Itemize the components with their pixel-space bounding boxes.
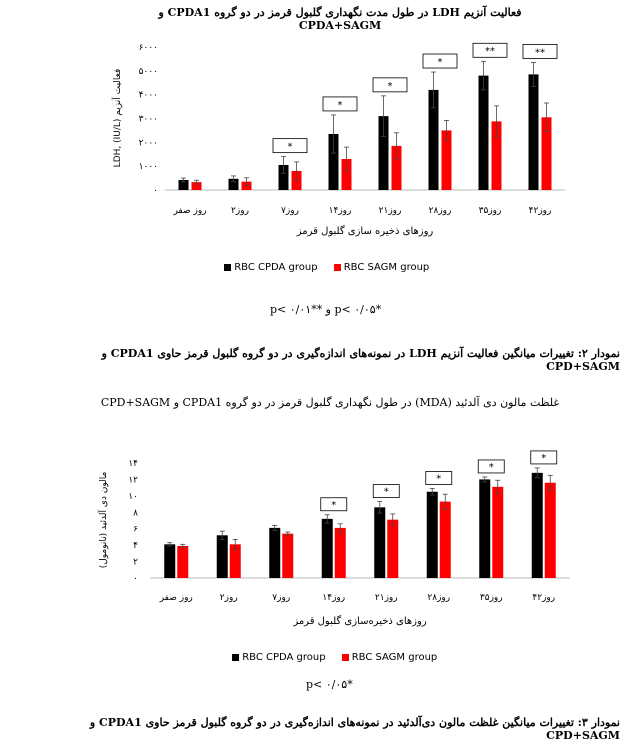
figure2-caption: نمودار ۲: تغییرات میانگین فعالیت آنزیم LDH در نمونه‌های اندازه‌گیری در دو گروه گلبول قرمز حاوی CPDA1 و CPD+SAGM — [101, 347, 620, 373]
x-axis-title: روزهای ذخیره سازی گلبول قرمز — [296, 226, 434, 237]
x-tick-label: روز۷ — [272, 593, 291, 603]
legend2-cpda-swatch — [232, 654, 239, 661]
bar-sagm — [177, 546, 188, 578]
x-tick-label: روز۲۱ — [378, 206, 402, 216]
x-tick-label: روز۲ — [219, 593, 238, 603]
x-tick-label: روز۲۱ — [374, 593, 398, 603]
x-tick-label: روز۴۲ — [532, 593, 556, 603]
legend-sagm-swatch — [334, 264, 341, 271]
bar-cpda — [322, 519, 333, 578]
significance-marker: * — [437, 56, 443, 68]
y-tick-label: ۰ — [153, 186, 158, 196]
x-axis-title: روزهای ذخیره‌سازی گلبول قرمز — [293, 616, 427, 627]
x-tick-label: روز صفر — [159, 593, 193, 603]
x-tick-label: روز۲۸ — [428, 206, 452, 216]
legend2-cpda-label: RBC CPDA group — [242, 652, 326, 663]
x-tick-label: روز۳۵ — [479, 593, 503, 603]
significance-marker: * — [541, 453, 547, 465]
y-tick-label: ۰ — [133, 574, 138, 584]
y-tick-label: ۱۴ — [128, 459, 138, 469]
y-tick-label: ۱۰۰۰ — [138, 162, 158, 173]
bar-cpda — [427, 492, 438, 578]
significance-marker: * — [436, 473, 442, 485]
chart2-title: غلظت مالون دی آلدئید (MDA) در طول نگهداری گلبول قرمز در دو گروه CPDA1 و CPD+SAGM — [100, 396, 560, 409]
chart2-footnote: *p< ۰/۰۵ — [306, 678, 353, 691]
y-axis-title: فعالیت آنزیم LDH, (IU/L) — [113, 68, 123, 168]
bar-cpda — [479, 76, 489, 190]
y-tick-label: ۴ — [133, 541, 138, 552]
legend-sagm-label: RBC SAGM group — [343, 262, 430, 273]
bar-sagm — [492, 487, 503, 578]
x-tick-label: روز۴۲ — [528, 206, 552, 216]
significance-marker: * — [383, 486, 389, 498]
legend2-sagm-swatch — [342, 654, 349, 661]
bar-sagm — [335, 528, 346, 578]
significance-marker: * — [387, 80, 393, 92]
legend-cpda-label: RBC CPDA group — [234, 262, 318, 273]
y-tick-label: ۶ — [133, 524, 138, 535]
chart1-footnote: *p< ۰/۰۵ و **p< ۰/۰۱ — [270, 303, 382, 316]
bar-sagm — [545, 483, 556, 578]
x-tick-label: روز۱۴ — [322, 593, 346, 603]
significance-marker: * — [331, 499, 337, 511]
figure3-caption: نمودار ۳: تغییرات میانگین غلظت مالون دی‌آلدئید در نمونه‌های اندازه‌گیری در دو گروه گلبول قرمز حاوی CPDA1 و CPD+SAGM — [89, 716, 620, 742]
x-tick-label: روز۲ — [231, 206, 249, 216]
x-tick-label: روز صفر — [173, 206, 207, 216]
y-tick-label: ۶۰۰۰ — [138, 43, 158, 53]
chart1-title: فعالیت آنزیم LDH در طول مدت نگهداری گلبول قرمز در دو گروه CPDA1 و CPDA+SAGM — [158, 6, 522, 32]
bar-cpda — [217, 535, 228, 578]
legend-cpda-swatch — [224, 264, 231, 271]
y-tick-label: ۸ — [133, 508, 138, 519]
chart1-legend — [224, 262, 429, 273]
x-tick-label: روز۱۴ — [328, 206, 352, 216]
bar-cpda — [479, 479, 490, 578]
y-tick-label: ۲ — [133, 557, 138, 568]
y-tick-label: ۵۰۰۰ — [138, 66, 158, 77]
bar-sagm — [440, 502, 451, 578]
significance-marker: ** — [485, 46, 495, 58]
significance-marker: ** — [535, 47, 545, 59]
x-tick-label: روز۲۸ — [427, 593, 451, 603]
bar-cpda — [269, 528, 280, 578]
bar-cpda — [529, 74, 539, 190]
significance-marker: * — [287, 141, 293, 153]
y-axis-title: مالون دی آلدئید (نانومول) — [99, 471, 109, 569]
y-tick-label: ۱۰ — [128, 491, 138, 502]
bar-cpda — [532, 473, 543, 578]
ldh-chart — [111, 43, 565, 237]
x-tick-label: روز۷ — [281, 206, 299, 216]
mda-chart — [97, 451, 570, 627]
bar-cpda — [374, 507, 385, 578]
bar-sagm — [282, 534, 293, 578]
chart2-legend — [232, 652, 437, 663]
y-tick-label: ۴۰۰۰ — [138, 90, 158, 101]
y-tick-label: ۱۲ — [128, 475, 138, 486]
significance-marker: * — [337, 99, 343, 111]
y-tick-label: ۲۰۰۰ — [138, 138, 158, 149]
bar-sagm — [387, 520, 398, 578]
y-tick-label: ۳۰۰۰ — [138, 114, 158, 125]
bar-cpda — [164, 544, 175, 578]
legend2-sagm-label: RBC SAGM group — [351, 652, 438, 663]
x-tick-label: روز۳۵ — [478, 206, 502, 216]
significance-marker: * — [488, 462, 494, 474]
